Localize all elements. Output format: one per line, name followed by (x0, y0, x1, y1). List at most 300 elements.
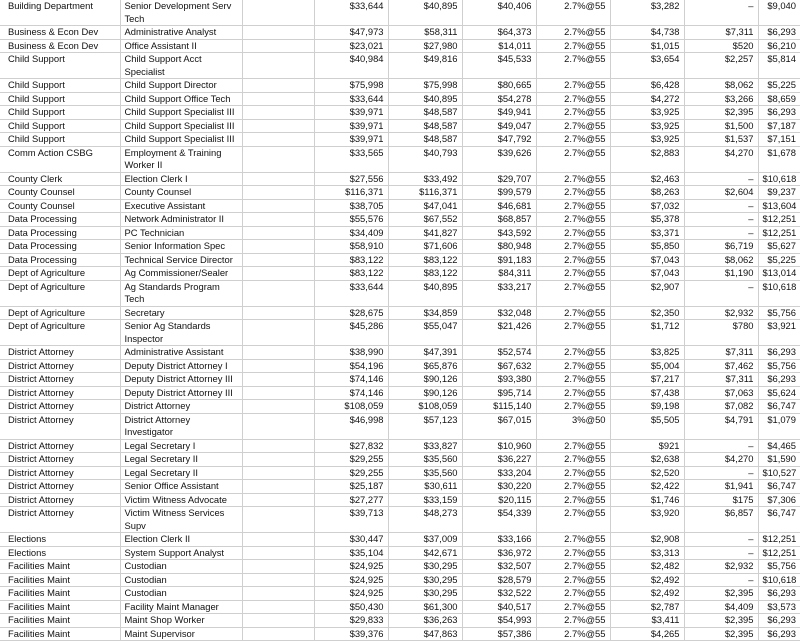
amount-cell: – (684, 546, 758, 560)
amount-cell: $83,122 (388, 267, 462, 281)
blank-cell (242, 146, 314, 172)
table-row (0, 79, 800, 93)
department-cell: Elections (0, 533, 120, 547)
blank-cell (242, 0, 314, 26)
retirement-formula-cell: 2.7%@55 (536, 373, 610, 387)
retirement-formula-cell: 2.7%@55 (536, 146, 610, 172)
amount-cell: $4,409 (684, 600, 758, 614)
retirement-formula-cell: 2.7%@55 (536, 280, 610, 306)
job-title-cell: Election Clerk I (120, 172, 242, 186)
amount-cell: $5,756 (758, 560, 800, 574)
amount-cell: $10,960 (462, 439, 536, 453)
amount-cell: $7,311 (684, 26, 758, 40)
department-cell: Child Support (0, 133, 120, 147)
amount-cell: $35,560 (388, 466, 462, 480)
amount-cell: $7,217 (610, 373, 684, 387)
department-cell: County Counsel (0, 186, 120, 200)
table-row (0, 267, 800, 281)
amount-cell: $780 (684, 320, 758, 346)
amount-cell: $37,009 (388, 533, 462, 547)
amount-cell: $29,255 (314, 466, 388, 480)
blank-cell (242, 106, 314, 120)
table-row (0, 106, 800, 120)
amount-cell: $3,925 (610, 133, 684, 147)
amount-cell: $43,592 (462, 226, 536, 240)
retirement-formula-cell: 2.7%@55 (536, 186, 610, 200)
amount-cell: $20,115 (462, 493, 536, 507)
amount-cell: $99,579 (462, 186, 536, 200)
department-cell: Dept of Agriculture (0, 306, 120, 320)
amount-cell: $3,371 (610, 226, 684, 240)
table-row (0, 172, 800, 186)
amount-cell: $46,681 (462, 199, 536, 213)
retirement-formula-cell: 2.7%@55 (536, 213, 610, 227)
amount-cell: $14,011 (462, 39, 536, 53)
table-row (0, 39, 800, 53)
blank-cell (242, 373, 314, 387)
retirement-formula-cell: 2.7%@55 (536, 346, 610, 360)
amount-cell: $7,063 (684, 386, 758, 400)
blank-cell (242, 507, 314, 533)
job-title-cell: District Attorney Investigator (120, 413, 242, 439)
amount-cell: $45,533 (462, 53, 536, 79)
retirement-formula-cell: 2.7%@55 (536, 573, 610, 587)
amount-cell: – (684, 0, 758, 26)
amount-cell: $38,990 (314, 346, 388, 360)
table-row (0, 226, 800, 240)
amount-cell: $83,122 (388, 253, 462, 267)
amount-cell: $1,941 (684, 480, 758, 494)
amount-cell: $10,618 (758, 280, 800, 306)
amount-cell: $48,587 (388, 133, 462, 147)
job-title-cell: Legal Secretary II (120, 466, 242, 480)
amount-cell: $90,126 (388, 373, 462, 387)
amount-cell: $175 (684, 493, 758, 507)
amount-cell: $4,738 (610, 26, 684, 40)
amount-cell: $39,971 (314, 119, 388, 133)
amount-cell: $3,925 (610, 119, 684, 133)
retirement-formula-cell: 2.7%@55 (536, 627, 610, 641)
amount-cell: $7,438 (610, 386, 684, 400)
department-cell: District Attorney (0, 346, 120, 360)
table-row (0, 493, 800, 507)
amount-cell: $71,606 (388, 240, 462, 254)
amount-cell: $7,311 (684, 373, 758, 387)
job-title-cell: Child Support Office Tech (120, 92, 242, 106)
retirement-formula-cell: 2.7%@55 (536, 106, 610, 120)
amount-cell: $2,350 (610, 306, 684, 320)
blank-cell (242, 560, 314, 574)
retirement-formula-cell: 2.7%@55 (536, 533, 610, 547)
amount-cell: $80,948 (462, 240, 536, 254)
amount-cell: $29,833 (314, 614, 388, 628)
amount-cell: $3,825 (610, 346, 684, 360)
department-cell: Building Department (0, 0, 120, 26)
amount-cell: $1,746 (610, 493, 684, 507)
amount-cell: $40,895 (388, 0, 462, 26)
amount-cell: $84,311 (462, 267, 536, 281)
amount-cell: $27,277 (314, 493, 388, 507)
amount-cell: $116,371 (388, 186, 462, 200)
amount-cell: $36,972 (462, 546, 536, 560)
amount-cell: $6,747 (758, 507, 800, 533)
retirement-formula-cell: 2.7%@55 (536, 306, 610, 320)
amount-cell: $12,251 (758, 546, 800, 560)
amount-cell: $2,908 (610, 533, 684, 547)
amount-cell: $2,787 (610, 600, 684, 614)
amount-cell: $27,556 (314, 172, 388, 186)
amount-cell: $58,311 (388, 26, 462, 40)
job-title-cell: Child Support Director (120, 79, 242, 93)
department-cell: Comm Action CSBG (0, 146, 120, 172)
table-row (0, 240, 800, 254)
amount-cell: $5,756 (758, 359, 800, 373)
job-title-cell: Victim Witness Services Supv (120, 507, 242, 533)
table-row (0, 587, 800, 601)
amount-cell: $29,707 (462, 172, 536, 186)
amount-cell: $7,462 (684, 359, 758, 373)
amount-cell: $5,505 (610, 413, 684, 439)
amount-cell: $2,395 (684, 106, 758, 120)
amount-cell: $55,047 (388, 320, 462, 346)
amount-cell: $54,278 (462, 92, 536, 106)
department-cell: District Attorney (0, 507, 120, 533)
amount-cell: $5,850 (610, 240, 684, 254)
department-cell: Child Support (0, 119, 120, 133)
table-row (0, 199, 800, 213)
amount-cell: $3,313 (610, 546, 684, 560)
amount-cell: $2,932 (684, 560, 758, 574)
amount-cell: $24,925 (314, 560, 388, 574)
amount-cell: – (684, 466, 758, 480)
blank-cell (242, 306, 314, 320)
job-title-cell: Victim Witness Advocate (120, 493, 242, 507)
blank-cell (242, 400, 314, 414)
department-cell: Dept of Agriculture (0, 320, 120, 346)
table-row (0, 186, 800, 200)
amount-cell: $32,507 (462, 560, 536, 574)
amount-cell: $83,122 (314, 267, 388, 281)
blank-cell (242, 240, 314, 254)
amount-cell: $7,082 (684, 400, 758, 414)
amount-cell: $91,183 (462, 253, 536, 267)
job-title-cell: Child Support Specialist III (120, 133, 242, 147)
amount-cell: – (684, 226, 758, 240)
amount-cell: $33,644 (314, 92, 388, 106)
amount-cell: $30,295 (388, 587, 462, 601)
job-title-cell: Custodian (120, 560, 242, 574)
amount-cell: $95,714 (462, 386, 536, 400)
amount-cell: $50,430 (314, 600, 388, 614)
amount-cell: $33,492 (388, 172, 462, 186)
amount-cell: $33,827 (388, 439, 462, 453)
amount-cell: $3,411 (610, 614, 684, 628)
amount-cell: $1,500 (684, 119, 758, 133)
department-cell: Facilities Maint (0, 560, 120, 574)
job-title-cell: Legal Secretary I (120, 439, 242, 453)
amount-cell: $32,048 (462, 306, 536, 320)
amount-cell: $6,293 (758, 627, 800, 641)
department-cell: Facilities Maint (0, 573, 120, 587)
job-title-cell: Child Support Specialist III (120, 106, 242, 120)
amount-cell: $75,998 (314, 79, 388, 93)
amount-cell: $30,295 (388, 560, 462, 574)
amount-cell: $24,925 (314, 587, 388, 601)
blank-cell (242, 213, 314, 227)
amount-cell: $1,678 (758, 146, 800, 172)
amount-cell: $6,857 (684, 507, 758, 533)
amount-cell: $4,270 (684, 453, 758, 467)
amount-cell: $25,187 (314, 480, 388, 494)
blank-cell (242, 92, 314, 106)
amount-cell: $2,932 (684, 306, 758, 320)
job-title-cell: Employment & Training Worker II (120, 146, 242, 172)
amount-cell: $33,204 (462, 466, 536, 480)
amount-cell: $12,251 (758, 226, 800, 240)
table-row (0, 614, 800, 628)
retirement-formula-cell: 2.7%@55 (536, 493, 610, 507)
amount-cell: $13,014 (758, 267, 800, 281)
retirement-formula-cell: 2.7%@55 (536, 199, 610, 213)
retirement-formula-cell: 2.7%@55 (536, 480, 610, 494)
job-title-cell: Custodian (120, 573, 242, 587)
retirement-formula-cell: 2.7%@55 (536, 587, 610, 601)
amount-cell: $6,293 (758, 614, 800, 628)
amount-cell: $7,043 (610, 253, 684, 267)
retirement-formula-cell: 2.7%@55 (536, 79, 610, 93)
amount-cell: $2,520 (610, 466, 684, 480)
amount-cell: $8,659 (758, 92, 800, 106)
amount-cell: $40,406 (462, 0, 536, 26)
amount-cell: $23,021 (314, 39, 388, 53)
table-row (0, 400, 800, 414)
job-title-cell: Deputy District Attorney I (120, 359, 242, 373)
job-title-cell: Child Support Specialist III (120, 119, 242, 133)
blank-cell (242, 359, 314, 373)
amount-cell: $2,395 (684, 614, 758, 628)
table-row (0, 346, 800, 360)
department-cell: Child Support (0, 106, 120, 120)
table-row (0, 627, 800, 641)
amount-cell: $5,627 (758, 240, 800, 254)
amount-cell: $6,293 (758, 587, 800, 601)
blank-cell (242, 386, 314, 400)
amount-cell: $61,300 (388, 600, 462, 614)
job-title-cell: Senior Development Serv Tech (120, 0, 242, 26)
amount-cell: $2,638 (610, 453, 684, 467)
job-title-cell: Office Assistant II (120, 39, 242, 53)
retirement-formula-cell: 2.7%@55 (536, 240, 610, 254)
amount-cell: $7,043 (610, 267, 684, 281)
amount-cell: $7,311 (684, 346, 758, 360)
retirement-formula-cell: 2.7%@55 (536, 546, 610, 560)
blank-cell (242, 600, 314, 614)
amount-cell: – (684, 280, 758, 306)
amount-cell: $30,447 (314, 533, 388, 547)
amount-cell: $10,527 (758, 466, 800, 480)
department-cell: District Attorney (0, 359, 120, 373)
amount-cell: $34,409 (314, 226, 388, 240)
department-cell: Child Support (0, 92, 120, 106)
blank-cell (242, 39, 314, 53)
retirement-formula-cell: 2.7%@55 (536, 133, 610, 147)
job-title-cell: System Support Analyst (120, 546, 242, 560)
job-title-cell: Child Support Acct Specialist (120, 53, 242, 79)
retirement-formula-cell: 2.7%@55 (536, 320, 610, 346)
amount-cell: $12,251 (758, 533, 800, 547)
blank-cell (242, 79, 314, 93)
amount-cell: $39,626 (462, 146, 536, 172)
retirement-formula-cell: 2.7%@55 (536, 119, 610, 133)
amount-cell: $3,920 (610, 507, 684, 533)
job-title-cell: Senior Information Spec (120, 240, 242, 254)
amount-cell: $35,560 (388, 453, 462, 467)
department-cell: County Clerk (0, 172, 120, 186)
amount-cell: $28,675 (314, 306, 388, 320)
amount-cell: $5,225 (758, 79, 800, 93)
amount-cell: $2,492 (610, 587, 684, 601)
blank-cell (242, 546, 314, 560)
amount-cell: $3,282 (610, 0, 684, 26)
table-row (0, 0, 800, 26)
retirement-formula-cell: 2.7%@55 (536, 400, 610, 414)
table-row (0, 213, 800, 227)
blank-cell (242, 226, 314, 240)
job-title-cell: Deputy District Attorney III (120, 386, 242, 400)
department-cell: District Attorney (0, 480, 120, 494)
amount-cell: $40,517 (462, 600, 536, 614)
retirement-formula-cell: 2.7%@55 (536, 439, 610, 453)
blank-cell (242, 133, 314, 147)
table-row (0, 439, 800, 453)
amount-cell: $4,791 (684, 413, 758, 439)
amount-cell: $33,217 (462, 280, 536, 306)
amount-cell: $6,747 (758, 400, 800, 414)
amount-cell: $35,104 (314, 546, 388, 560)
table-row (0, 480, 800, 494)
amount-cell: $6,293 (758, 106, 800, 120)
amount-cell: $1,590 (758, 453, 800, 467)
department-cell: Dept of Agriculture (0, 267, 120, 281)
blank-cell (242, 466, 314, 480)
amount-cell: $2,395 (684, 627, 758, 641)
amount-cell: $55,576 (314, 213, 388, 227)
amount-cell: – (684, 439, 758, 453)
amount-cell: $46,998 (314, 413, 388, 439)
amount-cell: $49,941 (462, 106, 536, 120)
department-cell: Facilities Maint (0, 587, 120, 601)
amount-cell: $6,293 (758, 346, 800, 360)
department-cell: Data Processing (0, 226, 120, 240)
table-row (0, 119, 800, 133)
job-title-cell: Network Administrator II (120, 213, 242, 227)
retirement-formula-cell: 2.7%@55 (536, 92, 610, 106)
retirement-formula-cell: 2.7%@55 (536, 172, 610, 186)
amount-cell: $28,579 (462, 573, 536, 587)
amount-cell: $1,190 (684, 267, 758, 281)
blank-cell (242, 26, 314, 40)
amount-cell: $3,573 (758, 600, 800, 614)
department-cell: District Attorney (0, 386, 120, 400)
amount-cell: $12,251 (758, 213, 800, 227)
amount-cell: $33,565 (314, 146, 388, 172)
retirement-formula-cell: 2.7%@55 (536, 53, 610, 79)
amount-cell: $10,618 (758, 172, 800, 186)
retirement-formula-cell: 2.7%@55 (536, 560, 610, 574)
department-cell: District Attorney (0, 439, 120, 453)
amount-cell: $57,386 (462, 627, 536, 641)
amount-cell: $49,047 (462, 119, 536, 133)
amount-cell: $38,705 (314, 199, 388, 213)
amount-cell: $3,266 (684, 92, 758, 106)
department-cell: Data Processing (0, 253, 120, 267)
amount-cell: $520 (684, 39, 758, 53)
amount-cell: $80,665 (462, 79, 536, 93)
department-cell: Business & Econ Dev (0, 26, 120, 40)
amount-cell: $32,522 (462, 587, 536, 601)
department-cell: Facilities Maint (0, 600, 120, 614)
amount-cell: $921 (610, 439, 684, 453)
amount-cell: $45,286 (314, 320, 388, 346)
department-cell: Facilities Maint (0, 627, 120, 641)
table-row (0, 253, 800, 267)
department-cell: Child Support (0, 79, 120, 93)
table-row (0, 507, 800, 533)
job-title-cell: Executive Assistant (120, 199, 242, 213)
amount-cell: $7,151 (758, 133, 800, 147)
department-cell: County Counsel (0, 199, 120, 213)
amount-cell: $90,126 (388, 386, 462, 400)
retirement-formula-cell: 2.7%@55 (536, 359, 610, 373)
amount-cell: $5,756 (758, 306, 800, 320)
amount-cell: – (684, 199, 758, 213)
table-row (0, 453, 800, 467)
table-row (0, 133, 800, 147)
job-title-cell: Ag Commissioner/Sealer (120, 267, 242, 281)
amount-cell: $40,895 (388, 92, 462, 106)
amount-cell: $47,973 (314, 26, 388, 40)
amount-cell: $33,644 (314, 0, 388, 26)
amount-cell: $75,998 (388, 79, 462, 93)
department-cell: District Attorney (0, 413, 120, 439)
department-cell: Child Support (0, 53, 120, 79)
amount-cell: – (684, 533, 758, 547)
amount-cell: $54,196 (314, 359, 388, 373)
amount-cell: $6,293 (758, 373, 800, 387)
retirement-formula-cell: 2.7%@55 (536, 600, 610, 614)
amount-cell: $1,079 (758, 413, 800, 439)
blank-cell (242, 119, 314, 133)
amount-cell: $21,426 (462, 320, 536, 346)
amount-cell: $2,463 (610, 172, 684, 186)
amount-cell: $40,793 (388, 146, 462, 172)
blank-cell (242, 480, 314, 494)
amount-cell: $27,980 (388, 39, 462, 53)
amount-cell: $2,422 (610, 480, 684, 494)
blank-cell (242, 280, 314, 306)
table-row (0, 546, 800, 560)
amount-cell: $2,257 (684, 53, 758, 79)
retirement-formula-cell: 2.7%@55 (536, 267, 610, 281)
department-cell: Business & Econ Dev (0, 39, 120, 53)
amount-cell: $67,015 (462, 413, 536, 439)
blank-cell (242, 573, 314, 587)
amount-cell: $93,380 (462, 373, 536, 387)
amount-cell: $30,611 (388, 480, 462, 494)
amount-cell: $40,895 (388, 280, 462, 306)
amount-cell: $39,713 (314, 507, 388, 533)
amount-cell: – (684, 573, 758, 587)
